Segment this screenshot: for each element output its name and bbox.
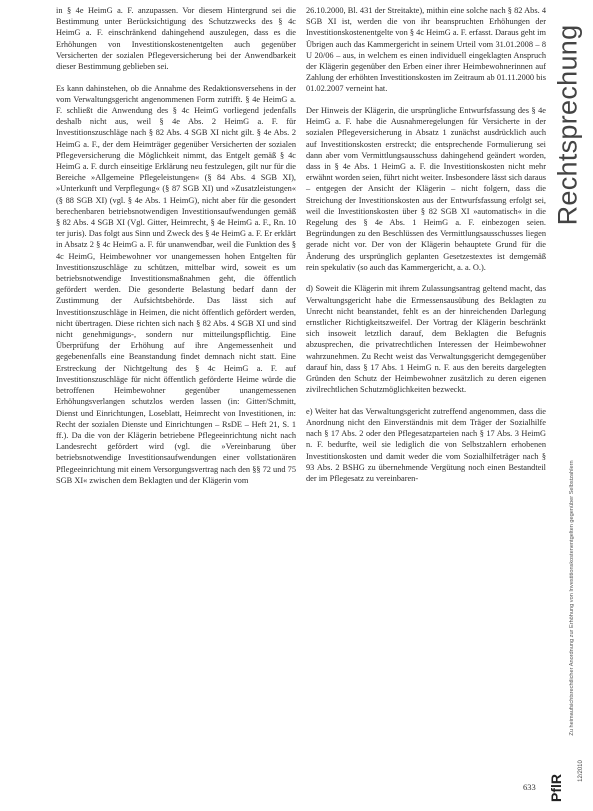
paragraph: Der Hinweis der Klägerin, die ursprüngliche Entwurfsfassung des § 4e HeimG a. F. habe die Ausnahmeregelungen für Versicherte in der sozialen Pflegeversicherung in Absatz 1 zunächst ausdrücklich auch auf Investitionskosten erstreckt; die entsprechende Formulierung sei dann aber vom Vermittlungsausschuss dahingehend geändert worden, dass in § 4e Abs. 1 HeimG a. F. die Investitionskosten nicht mehr erwähnt worden seien, führt nicht weiter. Insbesondere lässt sich daraus – entgegen der Ansicht der Klägerin – nicht folgern, dass die Streichung der Investitionskosten aus der Entwurfsfassung erfolgt sei, weil die Investitionskosten über § 82 SGB XI »automatisch« in die Regelung des § 4e Abs. 1 HeimG a. F. einbezogen seien. Begründungen zu den Beschlüssen des Vermittlungsausschusses liegen gerade nicht vor. Der von der Klägerin behauptete Grund für die Änderung des ursprünglich geplanten Gesetzestextes ist demgemäß rein spekulativ (so auch das Kammergericht, a. a. O.). [306,106,546,272]
page-number: 633 [523,782,536,792]
paragraph: in § 4e HeimG a. F. anzupassen. Vor diesem Hintergrund sei die Bestimmung unter Berücksichtigung des Schutzzwecks des § 4c HeimG a. F. einschränkend dahingehend auszulegen, dass es die Erhöhungen von Investitionskostenentgelten auch gegenüber Versicherten der sozialen Pflegeversicherung bei der Anwendbarkeit dieser Bestimmung geblieben sei. [56,6,296,72]
journal-name: PflR [548,774,564,802]
text-column-right [306,5,546,495]
section-heading [548,0,588,250]
text-column-left [56,5,296,496]
running-citation-text: Zu heimaufsichtsrechtlicher Anordnung zur Erhöhung von Investitionskostenentgelten gegenüber Selbstzahlern [569,460,575,736]
paragraph: Es kann dahinstehen, ob die Annahme des Redaktionsversehens in der vom Verwaltungsgericht angenommenen Form zutrifft. § 4e HeimG a. F. schließt die Anwendung des § 4c HeimG vorliegend jedenfalls deshalb nicht aus, weil § 4e Abs. 2 HeimG a. F. für Investitionszuschläge nach § 82 Abs. 4 SGB XI nicht gilt. § 4e Abs. 2 HeimG a. F., der dem Heimträger gegenüber Versicherten der sozialen Pflegeversicherung die Möglichkeit nimmt, das Entgelt gemäß § 4c HeimG a. F. durch einseitige Erklärung neu festzulegen, gilt nur für die Bereiche »Allgemeine Pflegeleistungen« (§ 84 Abs. 4 SGB XI), »Unterkunft und Verpflegung« (§ 87 SGB XI) und »Zusatzleistungen« (§ 88 SGB XI) (vgl. § 4e Abs. 1 HeimG), nicht aber für die gesondert berechenbaren betriebsnotwendigen Investitionsaufwendungen gemäß § 82 Abs. 4 SGB XI (Vgl. Gitter, Heimrecht, § 4e HeimG a. F., Rn. 10 ter juris). Das folgt aus Sinn und Zweck des § 4e HeimG a. F. Er erklärt in Absatz 2 § 4c HeimG a. F. für unanwendbar, weil die Funktion des § 4c HeimG, Heimbewohner vor unangemessen hohen Entgelten für Investitionszuschläge zu schützen, mittelbar wird, soweit es um betriebsnotwendige Investitionsmaßnahmen geht, die öffentlich gefördert werden. Die gesonderte Belastung bedarf dann der Zustimmung der Aufsichtsbehörde. Das lässt sich auf Investitionszuschläge in Heimen, die nicht öffentlich gefördert werden, nicht übertragen. Diese richten sich nach § 82 Abs. 4 SGB XI und sind nicht genehmigungs-, sondern nur mitteilungspflichtig. Eine Überprüfung der Erhöhung auf ihre Angemessenheit und gegebenenfalls eine Beanstandung findet demnach nicht statt. Eine Erstreckung der Nichtgeltung des § 4c HeimG a. F. auf Investitionszuschläge für nicht öffentlich geförderte Heime würde die betroffenen Heimbewohner gegenüber unangemessenen Erhöhungsverlangen schutzlos werden lassen (in: Gitter/Schmitt, Dienst und Einrichtungen, Loseblatt, Heimrecht von Investitionen, in: Recht der sozialen Dienste und Einrichtungen – RsDE – Heft 21, S. 1 ff.). Da die von der Klägerin betriebene Pflegeeinrichtung nicht nach Landesrecht gefördert wird (vgl. die »Vereinbarung über betriebsnotwendige Investitionsaufwendungen einer vollstationären Pflegeeinrichtung mit einem Versorgungsvertrag nach den §§ 72 und 75 SGB XI« zwischen dem Beklagten und der Klägerin vom [56,83,296,485]
paragraph: e) Weiter hat das Verwaltungsgericht zutreffend angenommen, dass die Anordnung nicht den Einverständnis mit dem Träger der Sozialhilfe nach § 17 Abs. 2 oder den Pflegesatzparteien nach § 17 Abs. 3 HeimG n. F. bedurfte, weil sie lediglich die von Selbstzahlern erhobenen Investitionskosten und damit weder die vom Sozialhilfeträger nach § 93 Abs. 2 BSHG zu übernehmende Vergütung noch einen Bestandteil der im Pflegesatz zu vereinbaren- [306,406,546,484]
paragraph: d) Soweit die Klägerin mit ihrem Zulassungsantrag geltend macht, das Verwaltungsgericht habe die Ermessensausübung des Beklagten zu Unrecht nicht beanstandet, fehlt es an der hinreichenden Darlegung ernstlicher Richtigkeitszweifel. Der Vortrag der Klägerin beschränkt sich insoweit letztlich darauf, dem Beklagten die Befugnis abzusprechen, die privatrechtlichen Interessen der Heimbewohner wahrzunehmen. Zu Recht weist das Verwaltungsgericht demgegenüber darauf hin, dass § 17 Abs. 1 HeimG n. F. aus den bereits dargelegten Gründen den Schutz der Heimbewohner zusätzlich zu deren eigenen zivilrechtlichen Schutzmöglichkeiten bezweckt. [306,284,546,395]
paragraph: 26.10.2000, Bl. 431 der Streitakte), mithin eine solche nach § 82 Abs. 4 SGB XI ist, werden die von ihr beanspruchten Erhöhungen der Investitionskostenentgelte von § 4c HeimG a. F. erfasst. Daraus geht im Übrigen auch das Kammergericht in seinem Urteil vom 31.01.2008 – 8 U 20/06 – aus, in welchem es einen individuell eingeklagten Anspruch der Klägerin gegenüber den Erben einer ihrer Heimbewohnerinnen auf Zahlung der erhöhten Investitionskosten im Zeitraum ab 01.11.2000 bis 01.02.2007 verneint hat. [306,6,546,94]
running-citation [565,420,579,776]
journal-issue: 12/2010 [577,760,584,782]
section-heading-text: Rechtsprechung [552,24,583,226]
